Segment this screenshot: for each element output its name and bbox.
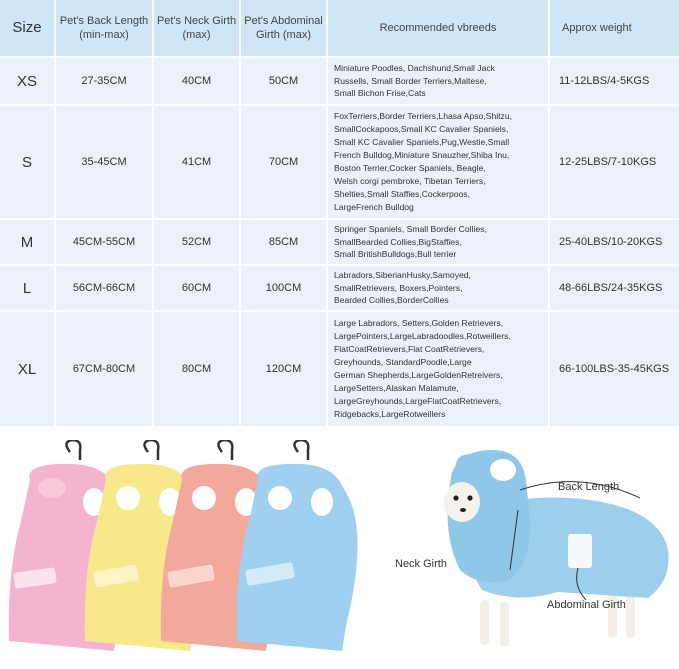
weight-cell: 11-12LBS/4-5KGS — [550, 58, 679, 104]
header-back-length: Pet's Back Length (min-max) — [56, 0, 152, 56]
breeds-cell: Miniature Poodles, Dachshund,Small Jack Russells, Small Border Terriers,Maltese, Small Bichon Frise,Cats — [328, 58, 548, 104]
size-cell: XL — [0, 312, 54, 426]
breeds-cell: Large Labradors, Setters,Golden Retrievers, LargePointers,LargeLabradoodles,Rotweillers, FlatCoatRetrievers,Flat CoatRetrievers, Greyhounds, StandardPoodle,Large German Shepherds,LargeGoldenRetreivers, LargeSetters,Alaskan Malamute, LargeGreyhounds,LargeFlatCoatRetrievers, Ridgebacks,LargeRotweillers — [328, 312, 548, 426]
neck-girth-cell: 52CM — [154, 220, 239, 264]
back-length-cell: 27-35CM — [56, 58, 152, 104]
header-breeds: Recommended vbreeds — [328, 0, 548, 56]
dog-illustration — [444, 450, 669, 647]
towel-blue — [237, 440, 358, 651]
header-abdominal-girth: Pet's Abdominal Girth (max) — [241, 0, 326, 56]
table-header-row — [0, 0, 679, 56]
breeds-cell: FoxTerriers,Border Terriers,Lhasa Apso,Shitzu, SmallCockapoos,Small KC Cavalier Spaniels, Small KC Cavalier Spaniels,Pug,Westie,Small French Bulldog,Miniature Snauzher,Shiba Inu, Boston Terrier,Cocker Spaniels, Beagle, Welsh corgi pembroke, Tibetan Terriers, Shelties,Small Staffies,Cockerpoos, LargeFrench Bulldog — [328, 106, 548, 218]
breeds-cell: Springer Spaniels, Small Border Collies, SmallBearded Collies,BigStaffies, Small BritishBulldogs,Bull terrier — [328, 220, 548, 264]
header-neck-girth: Pet's Neck Girth (max) — [154, 0, 239, 56]
table-row — [0, 106, 679, 218]
back-length-cell: 56CM-66CM — [56, 266, 152, 310]
weight-cell: 12-25LBS/7-10KGS — [550, 106, 679, 218]
ear-icon — [38, 478, 66, 498]
neck-girth-cell: 40CM — [154, 58, 239, 104]
neck-girth-cell: 80CM — [154, 312, 239, 426]
size-cell: M — [0, 220, 54, 264]
header-weight: Approx weight — [550, 0, 679, 56]
hanger-icon — [66, 440, 80, 460]
back-length-cell: 67CM-80CM — [56, 312, 152, 426]
abdominal-girth-cell: 50CM — [241, 58, 326, 104]
abdominal-girth-cell: 85CM — [241, 220, 326, 264]
table-row — [0, 58, 679, 104]
back-length-cell: 45CM-55CM — [56, 220, 152, 264]
header-size: Size — [0, 0, 54, 56]
neck-girth-label: Neck Girth — [395, 558, 447, 570]
weight-cell: 66-100LBS-35-45KGS — [550, 312, 679, 426]
ear-icon — [116, 486, 140, 510]
hanger-icon — [218, 440, 232, 460]
abdominal-girth-cell: 100CM — [241, 266, 326, 310]
weight-cell: 48-66LBS/24-35KGS — [550, 266, 679, 310]
abdominal-girth-cell: 120CM — [241, 312, 326, 426]
size-cell: XS — [0, 58, 54, 104]
abdominal-girth-cell: 70CM — [241, 106, 326, 218]
hanger-icon — [144, 440, 158, 460]
neck-girth-cell: 60CM — [154, 266, 239, 310]
table-row — [0, 266, 679, 310]
back-length-label: Back Length — [558, 481, 620, 493]
weight-cell: 25-40LBS/10-20KGS — [550, 220, 679, 264]
neck-girth-cell: 41CM — [154, 106, 239, 218]
product-photo-area — [0, 440, 679, 664]
size-cell: L — [0, 266, 54, 310]
table-row — [0, 220, 679, 264]
ear-icon — [192, 486, 216, 510]
hanger-icon — [294, 440, 308, 460]
breeds-cell: Labradors,SiberianHusky,Samoyed, SmallRetrievers, Boxers,Pointers, Bearded Collies,BorderCollies — [328, 266, 548, 310]
ear-icon — [268, 486, 292, 510]
size-cell: S — [0, 106, 54, 218]
back-length-cell: 35-45CM — [56, 106, 152, 218]
abdominal-girth-label: Abdominal Girth — [547, 599, 626, 611]
table-row — [0, 312, 679, 426]
ear-icon — [311, 488, 333, 516]
towels-and-dog-illustration — [0, 440, 679, 664]
